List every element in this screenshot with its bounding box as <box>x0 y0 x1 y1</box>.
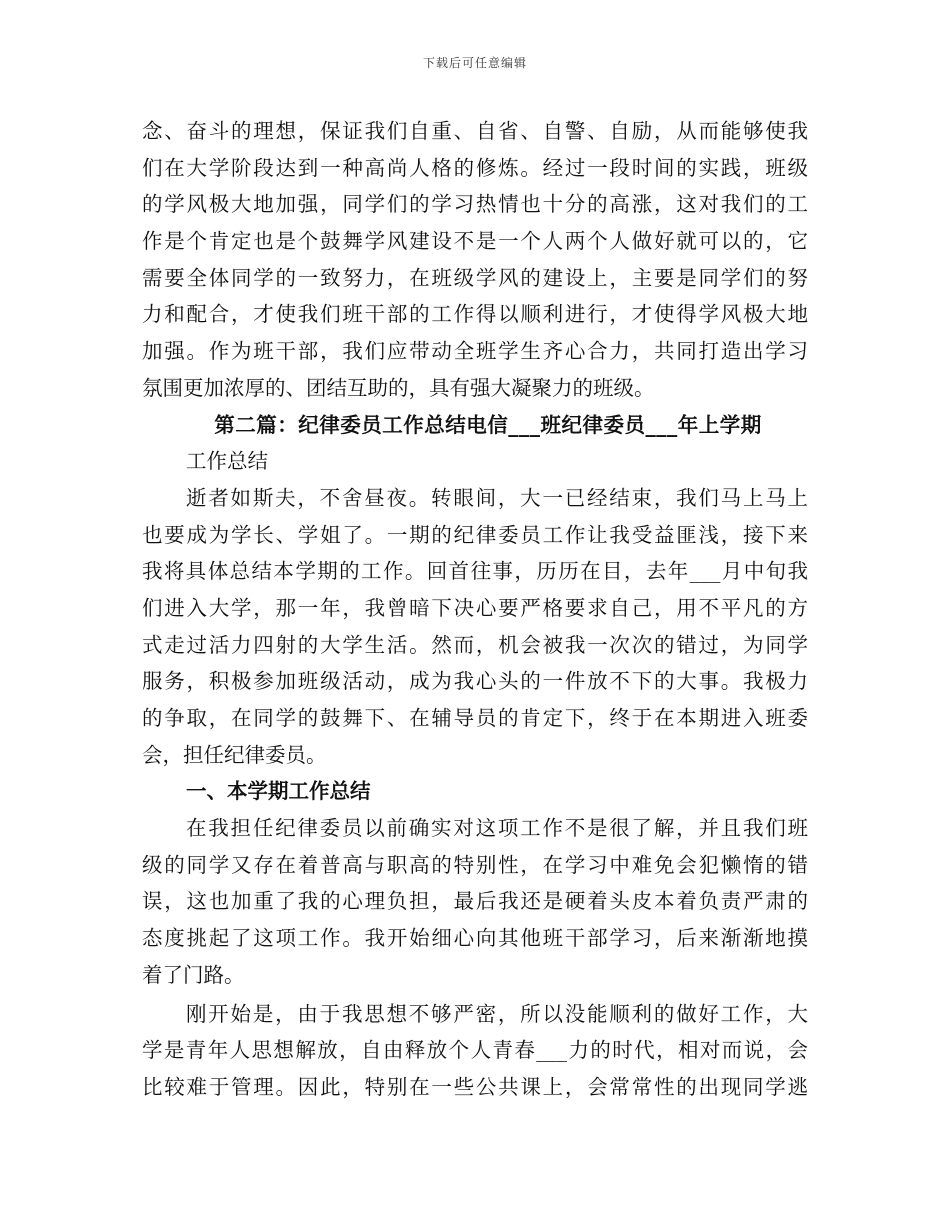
text-line: 念、奋斗的理想，保证我们自重、自省、自警、自励，从而能够使我 <box>142 119 808 143</box>
text-line: 级的同学又存在着普高与职高的特别性，在学习中难免会犯懒惰的错 <box>142 852 808 877</box>
text-line: 刚开始是，由于我思想不够严密，所以没能顺利的做好工作，大 <box>186 1001 808 1026</box>
text-line: 式走过活力四射的大学生活。然而，机会被我一次次的错过，为同学 <box>142 632 808 657</box>
text-line: 作是个肯定也是个鼓舞学风建设不是一个人两个人做好就可以的，它 <box>142 229 808 254</box>
document-body <box>142 113 808 1106</box>
text-line: 的学风极大地加强，同学们的学习热情也十分的高涨，这对我们的工 <box>142 192 808 217</box>
text-line: 加强。作为班干部，我们应带动全班学生齐心合力，共同打造出学习 <box>142 339 808 364</box>
section-subtitle: 工作总结 <box>186 449 268 474</box>
page-header: 下载后可任意编辑 <box>422 56 527 70</box>
text-line: 学是青年人思想解放，自由释放个人青春___力的时代，相对而说，会 <box>142 1038 808 1063</box>
text-line: 我将具体总结本学期的工作。回首往事，历历在目，去年___月中旬我 <box>142 559 808 584</box>
text-line: 力和配合，才使我们班干部的工作得以顺利进行，才使得学风极大地 <box>142 302 808 327</box>
text-line: 需要全体同学的一致努力，在班级学风的建设上，主要是同学们的努 <box>142 265 808 290</box>
paragraph <box>142 480 808 774</box>
text-line: 逝者如斯夫，不舍昼夜。转眼间，大一已经结束，我们马上马上 <box>186 485 808 510</box>
text-line: 误，这也加重了我的心理负担，最后我还是硬着头皮本着负责严肃的 <box>142 889 808 914</box>
text-line: 服务，积极参加班级活动，成为我心头的一件放不下的大事。我极力 <box>142 669 808 694</box>
text-line: 态度挑起了这项工作。我开始细心向其他班干部学习，后来渐渐地摸 <box>142 926 808 951</box>
text-line: 着了门路。 <box>142 962 245 987</box>
text-line: 氛围更加浓厚的、团结互助的，具有强大凝聚力的班级。 <box>142 375 655 400</box>
text-line: 的争取，在同学的鼓舞下、在辅导员的肯定下，终于在本期进入班委 <box>142 706 808 730</box>
paragraph <box>142 996 808 1106</box>
text-line: 比较难于管理。因此，特别在一些公共课上，会常常性的出现同学逃 <box>142 1074 808 1099</box>
paragraph <box>142 810 808 993</box>
text-line: 会，担任纪律委员。 <box>142 742 327 767</box>
section-title: 第二篇：纪律委员工作总结电信___班纪律委员___年上学期 <box>214 412 762 437</box>
text-line: 们进入大学，那一年，我曾暗下决心要严格要求自己，用不平凡的方 <box>142 595 808 620</box>
paragraph <box>142 113 808 407</box>
text-line: 在我担任纪律委员以前确实对这项工作不是很了解，并且我们班 <box>186 816 808 841</box>
subheading: 一、本学期工作总结 <box>186 779 371 804</box>
text-line: 也要成为学长、学姐了。一期的纪律委员工作让我受益匪浅，接下来 <box>142 522 808 547</box>
text-line: 们在大学阶段达到一种高尚人格的修炼。经过一段时间的实践，班级 <box>142 155 808 180</box>
